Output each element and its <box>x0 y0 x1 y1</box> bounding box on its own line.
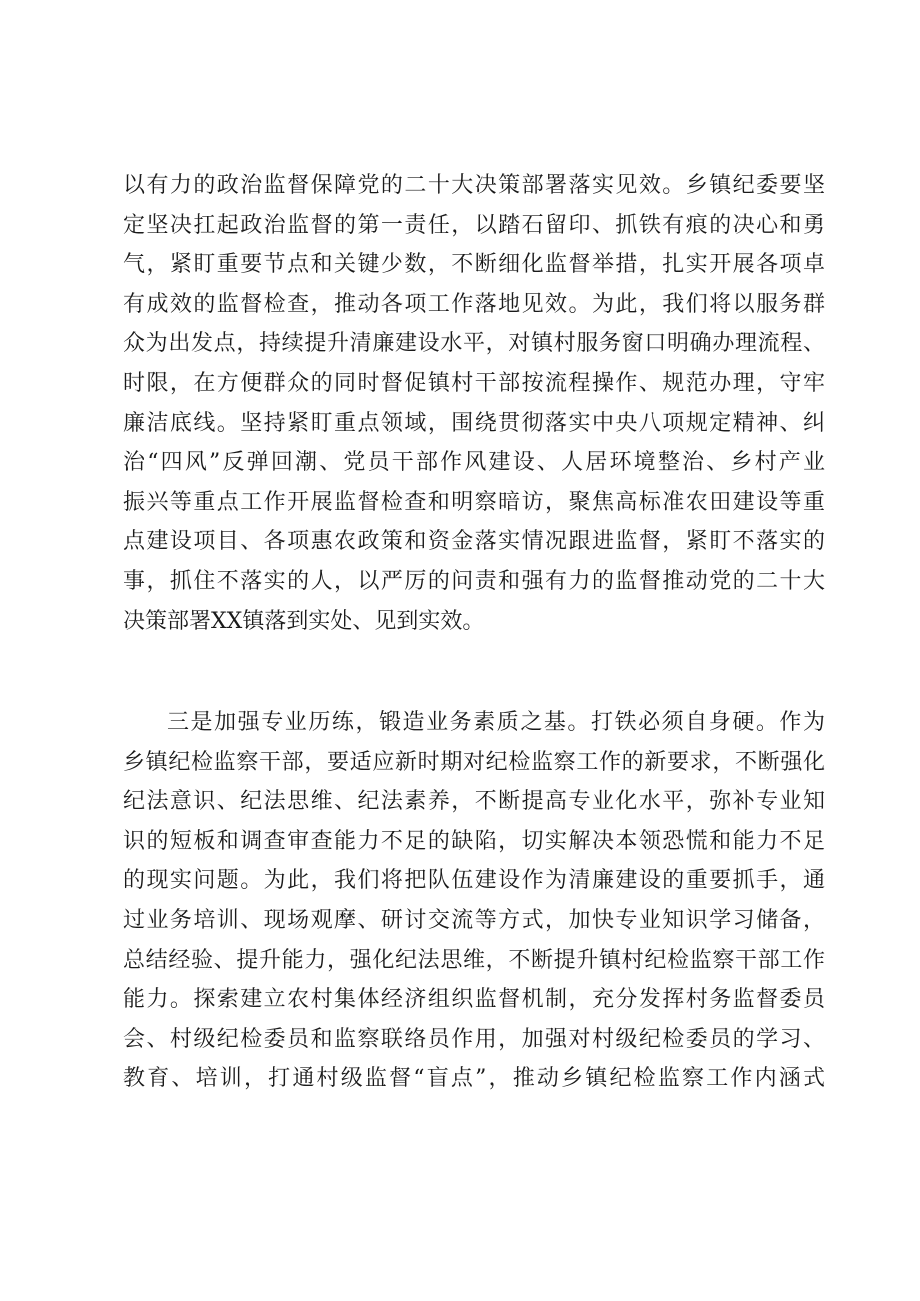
paragraph-line: 能力。探索建立农村集体经济组织监督机制，充分发挥村务监督委员 <box>123 987 825 1013</box>
paragraph-line: 总结经验、提升能力，强化纪法思维，不断提升镇村纪检监察干部工作 <box>123 947 825 973</box>
paragraph-2 <box>123 703 825 1099</box>
paragraph-line: 识的短板和调查审查能力不足的缺陷，切实解决本领恐慌和能力不足 <box>123 828 825 854</box>
paragraph-line: 过业务培训、现场观摩、研讨交流等方式，加快专业知识学习储备， <box>123 907 825 933</box>
paragraph-line: 点建设项目、各项惠农政策和资金落实情况跟进监督，紧盯不落实的 <box>123 529 825 555</box>
paragraph-line: 事，抓住不落实的人，以严厉的问责和强有力的监督推动党的二十大 <box>123 568 825 594</box>
paragraph-line: 定坚决扛起政治监督的第一责任，以踏石留印、抓铁有痕的决心和勇 <box>123 212 825 238</box>
paragraph-line: 廉洁底线。坚持紧盯重点领域，围绕贯彻落实中央八项规定精神、纠 <box>123 410 825 436</box>
paragraph-line: 三是加强专业历练，锻造业务素质之基。打铁必须自身硬。作为 <box>167 710 825 735</box>
paragraph-line: 有成效的监督检查，推动各项工作落地见效。为此，我们将以服务群 <box>123 291 825 317</box>
paragraph-line: 教育、培训，打通村级监督“盲点”，推动乡镇纪检监察工作内涵式 <box>123 1066 825 1092</box>
paragraph-line: 气，紧盯重要节点和关键少数，不断细化监督举措，扎实开展各项卓 <box>123 252 825 278</box>
paragraph-line: 众为出发点，持续提升清廉建设水平，对镇村服务窗口明确办理流程、 <box>123 331 825 357</box>
paragraph-line: 以有力的政治监督保障党的二十大决策部署落实见效。乡镇纪委要坚 <box>123 173 825 198</box>
paragraph-1 <box>123 166 825 641</box>
paragraph-line: 会、村级纪检委员和监察联络员作用，加强对村级纪检委员的学习、 <box>123 1026 825 1052</box>
paragraph-line: 振兴等重点工作开展监督检查和明察暗访，聚焦高标准农田建设等重 <box>123 489 825 515</box>
paragraph-line: 决策部署XX镇落到实处、见到实效。 <box>123 608 485 634</box>
paragraph-line: 治“四风”反弹回潮、党员干部作风建设、人居环境整治、乡村产业 <box>123 450 825 476</box>
paragraph-line: 时限，在方便群众的同时督促镇村干部按流程操作、规范办理，守牢 <box>123 370 825 396</box>
paragraph-line: 纪法意识、纪法思维、纪法素养，不断提高专业化水平，弥补专业知 <box>123 789 825 815</box>
paragraph-line: 的现实问题。为此，我们将把队伍建设作为清廉建设的重要抓手，通 <box>123 868 825 894</box>
paragraph-line: 乡镇纪检监察干部，要适应新时期对纪检监察工作的新要求，不断强化 <box>123 749 825 775</box>
